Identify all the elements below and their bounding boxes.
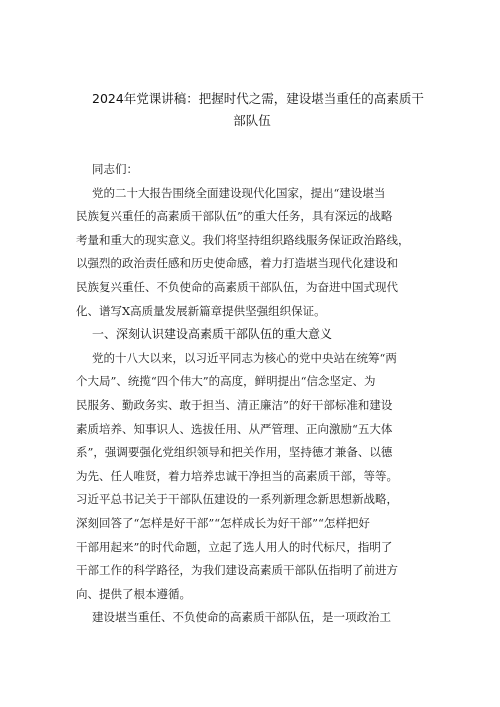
text-line: 民族复兴重任的高素质干部队伍”的重大任务，具有深远的战略 bbox=[76, 209, 393, 224]
text-line: 为先、任人唯贤，着力培养忠诚干净担当的高素质干部，等等。 bbox=[76, 468, 398, 483]
salutation-text: 同志们： bbox=[92, 162, 138, 176]
text-line: 习近平总书记关于干部队伍建设的一系列新理念新思想新战略， bbox=[76, 492, 398, 507]
intro-paragraph bbox=[76, 182, 428, 324]
text-line: 系”，强调要强化党组织领导和把关作用，坚持德才兼备、以德 bbox=[76, 445, 393, 460]
text-line: 深刻回答了“怎样是好干部”“怎样成长为好干部”“怎样把好 bbox=[76, 515, 370, 530]
text-line: 民族复兴重任、不负使命的高素质干部队伍，为奋进中国式现代 bbox=[76, 279, 398, 294]
text-line: 向、提供了根本遵循。 bbox=[76, 586, 191, 601]
title-line: 部队伍 bbox=[233, 113, 271, 128]
document-body bbox=[76, 158, 428, 630]
section-paragraph bbox=[76, 606, 428, 630]
document-title bbox=[92, 88, 424, 132]
text-line: 以强烈的政治责任感和历史使命感，着力打造堪当现代化建设和 bbox=[76, 256, 398, 271]
section-heading-text: 一、深刻认识建设高素质干部队伍的重大意义 bbox=[92, 327, 333, 342]
text-line: 党的二十大报告围绕全面建设现代化国家，提出“建设堪当 bbox=[92, 185, 386, 200]
section-paragraph bbox=[76, 347, 428, 607]
title-line: 2024年党课讲稿：把握时代之需，建设堪当重任的高素质干 bbox=[92, 91, 424, 106]
text-line: 干部用起来”的时代命题，立起了选人用人的时代标尺，指明了 bbox=[76, 539, 393, 554]
text-line: 素质培养、知事识人、选拔任用、从严管理、正向激励“五大体 bbox=[76, 421, 393, 436]
text-line: 个大局”、统揽“四个伟大”的高度，鲜明提出“信念坚定、为 bbox=[76, 374, 376, 389]
text-line: 考量和重大的现实意义。我们将坚持组织路线服务保证政治路线， bbox=[76, 232, 410, 247]
section-heading bbox=[76, 323, 428, 347]
salutation bbox=[76, 158, 428, 182]
text-line: 党的十八大以来，以习近平同志为核心的党中央站在统筹“两 bbox=[92, 350, 397, 365]
text-line: 干部工作的科学路径，为我们建设高素质干部队伍指明了前进方 bbox=[76, 563, 398, 578]
text-line: 化、谱写X高质量发展新篇章提供坚强组织保证。 bbox=[76, 303, 326, 318]
text-line: 民服务、勤政务实、敢于担当、清正廉洁”的好干部标准和建设 bbox=[76, 397, 393, 412]
text-line: 建设堪当重任、不负使命的高素质干部队伍，是一项政治工 bbox=[92, 610, 391, 625]
